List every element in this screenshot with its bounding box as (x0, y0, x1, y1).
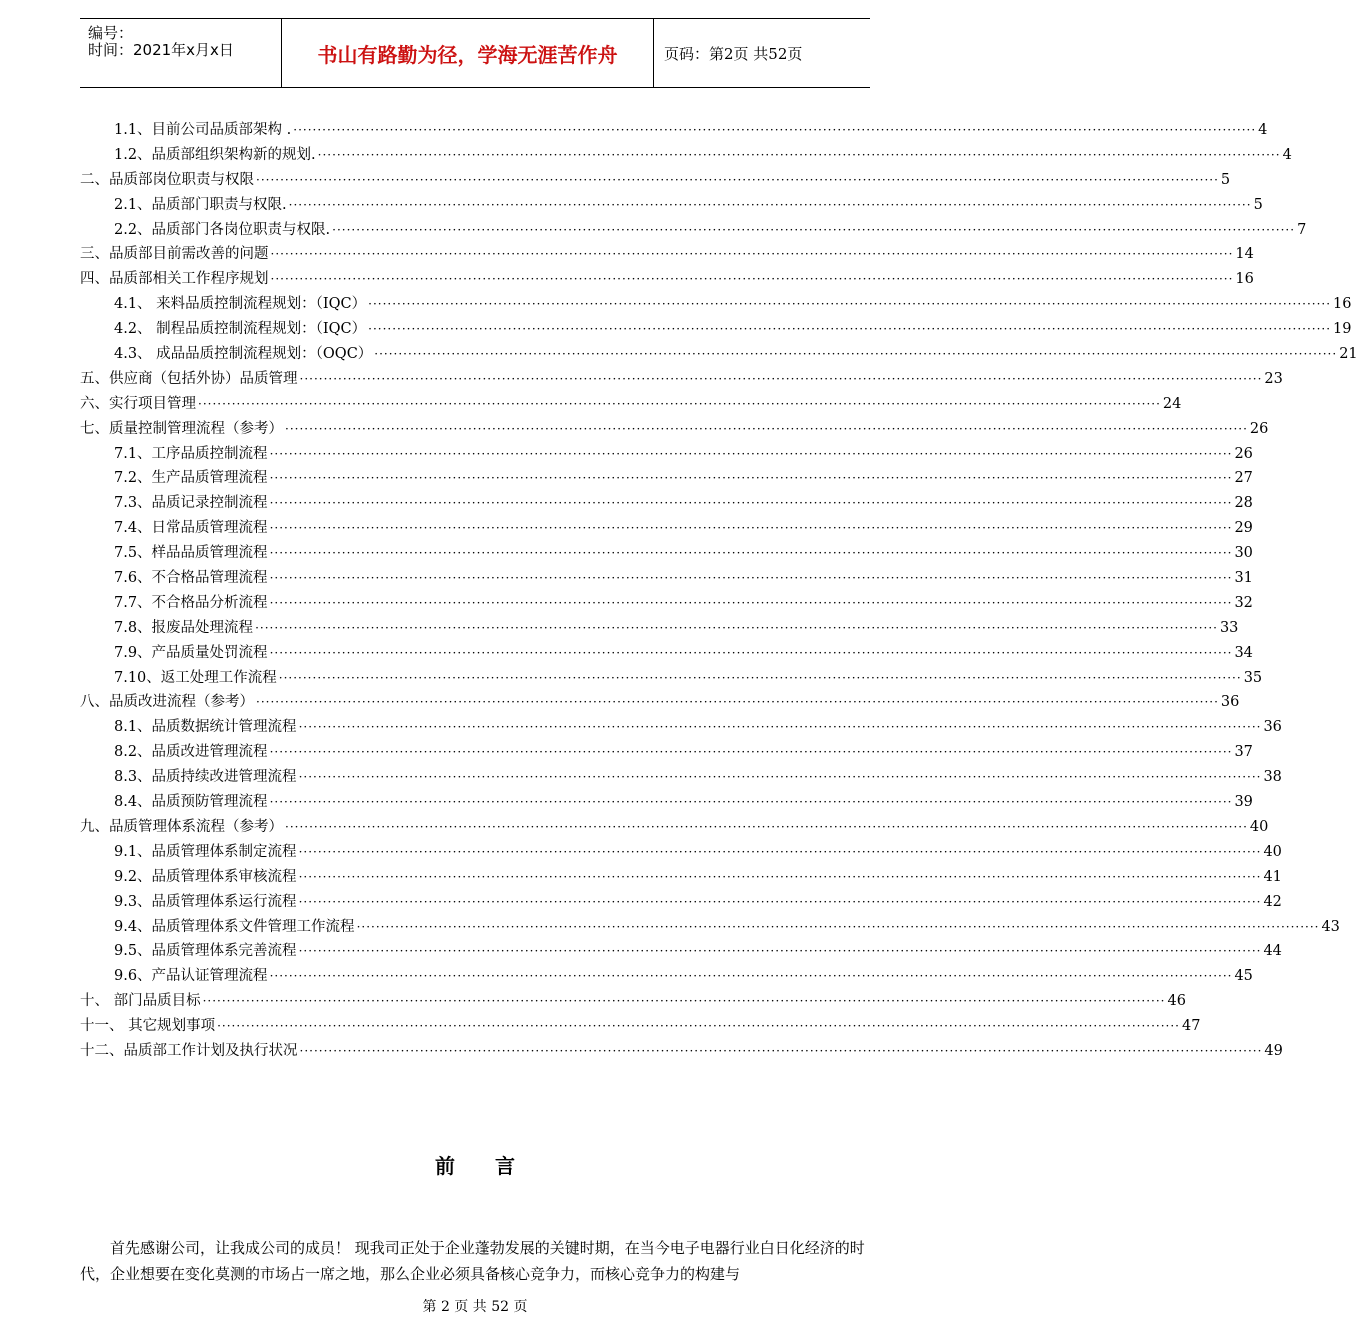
toc-entry-title: 十、 部门品质目标 (80, 993, 201, 1010)
toc-entry-page: 36 (1263, 719, 1282, 736)
toc-entry-page: 19 (1333, 321, 1352, 338)
toc-entry[interactable] (80, 541, 1253, 566)
toc-entry-title: 四、品质部相关工作程序规划 (80, 271, 269, 288)
toc-leader-dots: ········································································································································································································ (269, 745, 1233, 760)
toc-entry[interactable] (80, 168, 1231, 193)
toc-entry-title: 7.8、报废品处理流程 (114, 619, 254, 636)
toc-entry-title: 7.1、工序品质控制流程 (114, 445, 268, 462)
toc-leader-dots: ········································································································································································································ (269, 571, 1233, 586)
toc-entry-page: 27 (1234, 470, 1253, 487)
toc-leader-dots: ········································································································································································································ (368, 297, 1332, 312)
toc-entry-page: 14 (1235, 246, 1254, 263)
toc-leader-dots: ········································································································································································································ (374, 347, 1338, 362)
toc-entry-page: 43 (1321, 918, 1340, 935)
toc-leader-dots: ········································································································································································································ (269, 595, 1233, 610)
toc-entry[interactable] (80, 118, 1268, 143)
toc-entry-page: 32 (1234, 594, 1253, 611)
toc-entry-title: 7.9、产品质量处罚流程 (114, 644, 268, 661)
toc-entry-page: 36 (1220, 694, 1240, 711)
toc-leader-dots: ········································································································································································································ (269, 546, 1233, 561)
toc-entry-title: 2.2、品质部门各岗位职责与权限. (114, 221, 331, 238)
toc-entry-title: 8.4、品质预防管理流程 (114, 794, 268, 811)
toc-entry-title: 六、实行项目管理 (80, 395, 196, 412)
toc-entry[interactable] (80, 143, 1292, 168)
toc-entry-page: 7 (1297, 221, 1307, 238)
toc-entry-title: 7.10、返工处理工作流程 (114, 669, 277, 686)
toc-entry-page: 30 (1234, 545, 1253, 562)
toc-entry[interactable] (80, 267, 1254, 292)
toc-entry[interactable] (80, 915, 1340, 940)
toc-entry-page: 46 (1167, 993, 1186, 1010)
toc-leader-dots: ········································································································································································································ (255, 620, 1218, 635)
toc-leader-dots: ········································································································································································································ (298, 844, 1262, 859)
toc-leader-dots: ········································································································································································································ (269, 446, 1233, 461)
table-of-contents (80, 118, 1358, 1064)
toc-entry-page: 40 (1249, 818, 1269, 835)
header-motto: 书山有路勤为径，学海无涯苦作舟 (282, 19, 654, 87)
toc-entry-page: 34 (1234, 644, 1253, 661)
toc-entry-title: 9.5、品质管理体系完善流程 (114, 943, 297, 960)
toc-entry-title: 4.1、 来料品质控制流程规划：（IQC） (114, 296, 367, 313)
header-time: 时间：2021年x月x日 (88, 41, 234, 59)
toc-entry-page: 26 (1249, 420, 1269, 437)
toc-entry-page: 33 (1219, 619, 1239, 636)
toc-entry[interactable] (80, 616, 1239, 641)
toc-leader-dots: ········································································································································································································ (298, 720, 1262, 735)
toc-leader-dots: ········································································································································································································ (298, 869, 1262, 884)
toc-entry[interactable] (80, 690, 1240, 715)
toc-entry-page: 38 (1263, 769, 1282, 786)
toc-entry-page: 23 (1264, 370, 1283, 387)
toc-leader-dots: ········································································································································································································ (202, 994, 1166, 1009)
header-number: 编号： (88, 24, 134, 42)
preface-body: 首先感谢公司，让我成公司的成员！ 现我司正处于企业蓬勃发展的关键时期，在当今电子电器行业白日化经济的时代，企业想要在变化莫测的市场占一席之地，那么企业必须具备核心竞争力，而核心竞争力的构建与 (80, 1239, 865, 1283)
toc-entry[interactable] (80, 964, 1253, 989)
toc-leader-dots: ········································································································································································································ (299, 1043, 1263, 1058)
toc-entry-page: 49 (1264, 1042, 1283, 1059)
toc-leader-dots: ········································································································································································································ (298, 770, 1262, 785)
toc-entry-title: 2.1、品质部门职责与权限. (114, 196, 287, 213)
toc-leader-dots: ········································································································································································································ (269, 496, 1233, 511)
toc-entry-page: 5 (1253, 196, 1263, 213)
toc-leader-dots: ········································································································································································································ (298, 894, 1262, 909)
toc-entry-page: 29 (1234, 520, 1253, 537)
toc-entry[interactable] (80, 367, 1283, 392)
toc-entry[interactable] (80, 342, 1358, 367)
toc-leader-dots: ········································································································································································································ (356, 919, 1320, 934)
toc-entry-page: 41 (1263, 868, 1282, 885)
toc-leader-dots: ········································································································································································································ (368, 322, 1332, 337)
toc-entry-title: 4.3、 成品品质控制流程规划：（OQC） (114, 346, 373, 363)
toc-leader-dots: ········································································································································································································ (256, 695, 1219, 710)
toc-leader-dots: ········································································································································································································ (293, 123, 1257, 137)
toc-entry-page: 21 (1339, 346, 1358, 363)
toc-entry-title: 7.4、日常品质管理流程 (114, 520, 268, 537)
toc-entry[interactable] (80, 516, 1253, 541)
toc-entry[interactable] (80, 317, 1352, 342)
toc-entry-page: 4 (1282, 146, 1292, 163)
toc-entry-title: 五、供应商（包括外协）品质管理 (80, 370, 298, 387)
toc-entry[interactable] (80, 1014, 1201, 1039)
toc-entry-page: 35 (1243, 669, 1263, 686)
toc-entry[interactable] (80, 939, 1282, 964)
toc-entry-title: 4.2、 制程品质控制流程规划：（IQC） (114, 321, 367, 338)
toc-entry-page: 45 (1234, 968, 1253, 985)
toc-entry-page: 31 (1234, 570, 1253, 587)
toc-entry[interactable] (80, 790, 1253, 815)
toc-entry[interactable] (80, 242, 1254, 267)
toc-entry-page: 44 (1263, 943, 1282, 960)
toc-leader-dots: ········································································································································································································ (299, 371, 1263, 386)
toc-entry[interactable] (80, 491, 1253, 516)
toc-entry-title: 9.3、品质管理体系运行流程 (114, 893, 297, 910)
toc-entry-title: 8.2、品质改进管理流程 (114, 744, 268, 761)
toc-entry[interactable] (80, 815, 1269, 840)
toc-entry-title: 七、质量控制管理流程（参考） (80, 420, 283, 437)
toc-entry-page: 24 (1162, 395, 1182, 412)
toc-entry[interactable] (80, 292, 1352, 317)
toc-entry[interactable] (80, 417, 1269, 442)
toc-entry[interactable] (80, 840, 1282, 865)
toc-entry[interactable] (80, 466, 1253, 491)
toc-entry-title: 8.1、品质数据统计管理流程 (114, 719, 297, 736)
toc-entry[interactable] (80, 193, 1263, 218)
toc-entry-title: 八、品质改进流程（参考） (80, 694, 254, 711)
toc-entry[interactable] (80, 392, 1182, 417)
toc-leader-dots: ········································································································································································································ (270, 247, 1234, 262)
toc-entry-page: 16 (1235, 271, 1254, 288)
toc-entry-title: 三、品质部目前需改善的问题 (80, 246, 269, 263)
toc-leader-dots: ········································································································································································································ (317, 147, 1281, 162)
toc-entry-title: 8.3、品质持续改进管理流程 (114, 769, 297, 786)
header-info (80, 19, 282, 87)
toc-leader-dots: ········································································································································································································ (285, 421, 1248, 436)
toc-entry-page: 47 (1182, 1018, 1201, 1035)
page-footer: 第 2 页 共 52 页 (422, 1299, 528, 1315)
toc-entry-title: 9.1、品质管理体系制定流程 (114, 843, 297, 860)
toc-entry[interactable] (80, 765, 1282, 790)
toc-leader-dots: ········································································································································································································ (217, 1019, 1180, 1034)
toc-entry[interactable] (80, 715, 1282, 740)
toc-leader-dots: ········································································································································································································ (269, 795, 1233, 810)
toc-entry[interactable] (80, 890, 1282, 915)
toc-leader-dots: ········································································································································································································ (270, 272, 1234, 287)
toc-entry-page: 40 (1263, 843, 1282, 860)
toc-entry-page: 28 (1234, 495, 1253, 512)
toc-entry-title: 7.2、生产品质管理流程 (114, 470, 268, 487)
toc-entry[interactable] (80, 865, 1282, 890)
toc-entry-title: 7.6、不合格品管理流程 (114, 570, 268, 587)
toc-entry-page: 39 (1234, 794, 1253, 811)
toc-entry[interactable] (80, 641, 1253, 666)
toc-entry[interactable] (80, 1039, 1283, 1064)
toc-leader-dots: ········································································································································································································ (269, 521, 1233, 536)
toc-entry-title: 二、品质部岗位职责与权限 (80, 171, 254, 188)
toc-entry-title: 九、品质管理体系流程（参考） (80, 818, 283, 835)
toc-entry[interactable] (80, 740, 1253, 765)
toc-entry-title: 十一、 其它规划事项 (80, 1018, 216, 1035)
toc-entry[interactable] (80, 442, 1253, 467)
toc-entry-title: 9.2、品质管理体系审核流程 (114, 868, 297, 885)
toc-leader-dots: ········································································································································································································ (269, 969, 1233, 984)
toc-entry-title: 1.2、品质部组织架构新的规划. (114, 146, 316, 163)
toc-entry[interactable] (80, 218, 1307, 243)
toc-entry-page: 5 (1220, 171, 1231, 188)
toc-entry[interactable] (80, 666, 1263, 691)
toc-entry-page: 16 (1333, 296, 1352, 313)
toc-leader-dots: ········································································································································································································ (269, 645, 1233, 660)
toc-leader-dots: ········································································································································································································ (198, 396, 1161, 411)
preface-title: 前言 (435, 1154, 555, 1178)
toc-leader-dots: ········································································································································································································ (332, 222, 1296, 237)
toc-leader-dots: ········································································································································································································ (269, 471, 1233, 486)
toc-entry-page: 37 (1234, 744, 1253, 761)
toc-entry-title: 十二、品质部工作计划及执行状况 (80, 1042, 298, 1059)
header-page: 页码：第2页 共52页 (664, 44, 803, 63)
page-header (80, 18, 870, 88)
toc-leader-dots: ········································································································································································································ (298, 944, 1262, 959)
toc-entry-title: 9.6、产品认证管理流程 (114, 968, 268, 985)
toc-entry-page: 4 (1258, 122, 1268, 138)
toc-entry-title: 9.4、品质管理体系文件管理工作流程 (114, 918, 355, 935)
toc-leader-dots: ········································································································································································································ (288, 197, 1252, 212)
toc-entry-title: 1.1、目前公司品质部架构 . (114, 122, 292, 138)
toc-entry-title: 7.5、样品品质管理流程 (114, 545, 268, 562)
toc-entry[interactable] (80, 591, 1253, 616)
toc-entry[interactable] (80, 989, 1186, 1014)
toc-entry-title: 7.7、不合格品分析流程 (114, 594, 268, 611)
toc-entry[interactable] (80, 566, 1253, 591)
toc-entry-title: 7.3、品质记录控制流程 (114, 495, 268, 512)
toc-leader-dots: ········································································································································································································ (285, 819, 1248, 834)
toc-entry-page: 26 (1234, 445, 1253, 462)
toc-leader-dots: ········································································································································································································ (278, 670, 1242, 685)
toc-entry-page: 42 (1263, 893, 1282, 910)
toc-leader-dots: ········································································································································································································ (256, 172, 1219, 187)
